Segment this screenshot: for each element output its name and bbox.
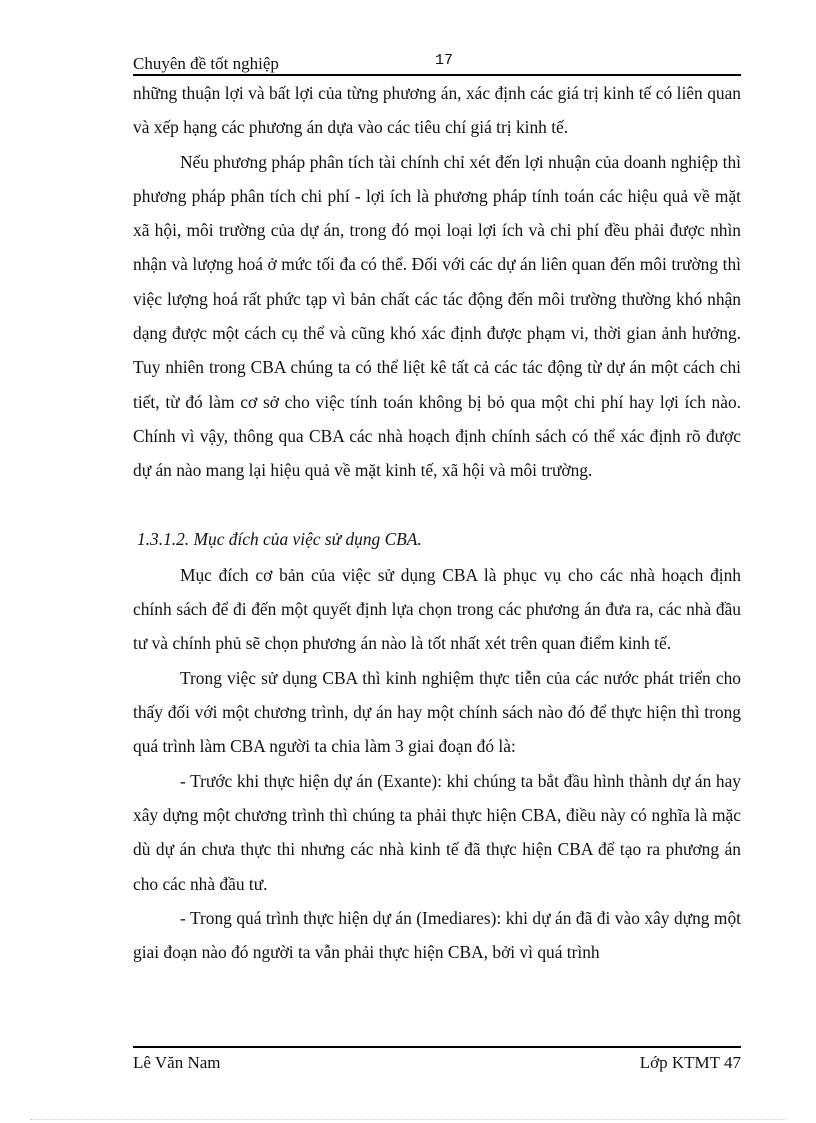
section-heading: 1.3.1.2. Mục đích của việc sử dụng CBA. (137, 528, 422, 549)
page-header (133, 50, 741, 76)
paragraph-imediares: - Trong quá trình thực hiện dự án (Imediares): khi dự án đã đi vào xây dựng một giai đoạn nào đó người ta vẫn phải thực hiện CBA, bởi vì quá trình (133, 907, 741, 963)
paragraph-exante: - Trước khi thực hiện dự án (Exante): khi chúng ta bắt đầu hình thành dự án hay xây dựng một chương trình thì chúng ta phải thực hiện CBA, điều này có nghĩa là mặc dù dự án chưa thực thi nhưng các nhà kinh tế đã thực hiện CBA để tạo ra phương án cho các nhà đầu tư. (133, 770, 741, 894)
paragraph-cba-purpose: Mục đích cơ bản của việc sử dụng CBA là phục vụ cho các nhà hoạch định chính sách để đi đến một quyết định lựa chọn trong các phương án đưa ra, các nhà đầu tư và chính phủ sẽ chọn phương án nào là tốt nhất xét trên quan điểm kinh tế. (133, 564, 741, 654)
spacer (133, 488, 741, 522)
header-title: Chuyên đề tốt nghiệp (133, 54, 279, 73)
page-number: 17 (435, 52, 454, 69)
footer-class: Lớp KTMT 47 (639, 1053, 741, 1072)
paragraph-cba-stages: Trong việc sử dụng CBA thì kinh nghiệm thực tiễn của các nước phát triển cho thấy đối với một chương trình, dự án hay một chính sách nào đó để thực hiện thì trong quá trình làm CBA người ta chia làm 3 giai đoạn đó là: (133, 667, 741, 757)
paragraph-continuation: những thuận lợi và bất lợi của từng phương án, xác định các giá trị kinh tế có liên quan và xếp hạng các phương án dựa vào các tiêu chí giá trị kinh tế. (133, 83, 741, 138)
document-body (133, 76, 741, 969)
footer-author: Lê Văn Nam (133, 1053, 221, 1072)
page-edge-divider (30, 1119, 786, 1120)
paragraph-cba-method: Nếu phương pháp phân tích tài chính chỉ xét đến lợi nhuận của doanh nghiệp thì phương pháp phân tích chi phí - lợi ích là phương pháp tính toán các hiệu quả về mặt xã hội, môi trường của dự án, trong đó mọi loại lợi ích và chi phí đều phải được nhìn nhận và lượng hoá ở mức tối đa có thể. Đối với các dự án liên quan đến môi trường thì việc lượng hoá rất phức tạp vì bản chất các tác động đến môi trường thường khó nhận dạng được một cách cụ thể và cũng khó xác định được phạm vi, thời gian ảnh hưởng. Tuy nhiên trong CBA chúng ta có thể liệt kê tất cả các tác động từ dự án một cách chi tiết, từ đó làm cơ sở cho việc tính toán không bị bỏ qua một chi phí hay lợi ích nào. Chính vì vậy, thông qua CBA các nhà hoạch định chính sách có thể xác định rõ được dự án nào mang lại hiệu quả về mặt kinh tế, xã hội và môi trường. (133, 151, 741, 481)
page-footer (133, 1046, 741, 1074)
